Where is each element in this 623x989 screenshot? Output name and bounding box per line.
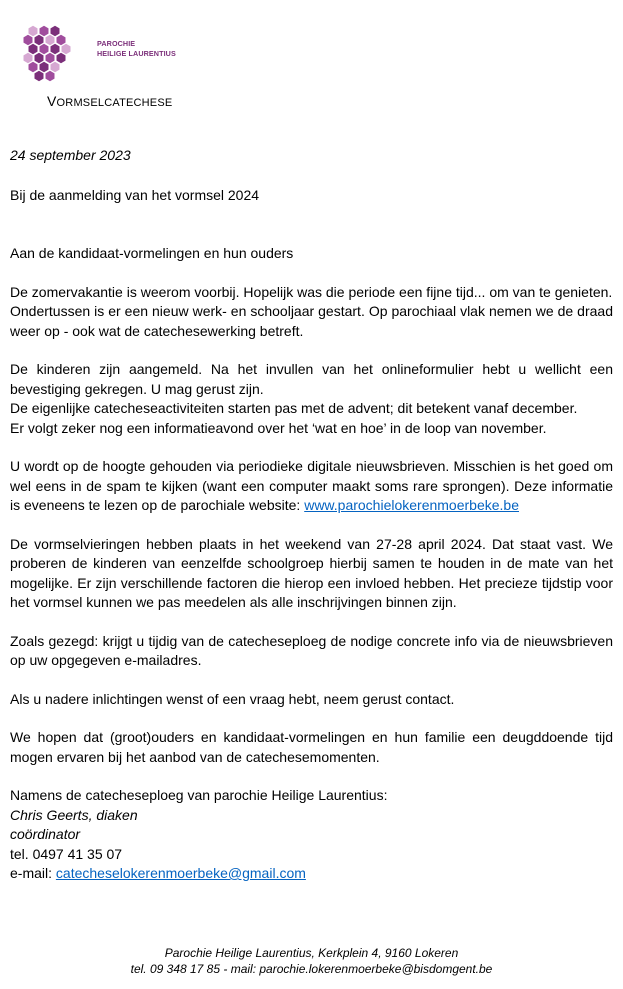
letter-body: [10, 146, 613, 884]
letter-subject: Bij de aanmelding van het vormsel 2024: [10, 186, 260, 203]
logo-hexagon: [40, 44, 49, 54]
signature-name: Chris Geerts, diaken: [10, 806, 138, 823]
subtitle-rest: ORMSELCATECHESE: [56, 97, 173, 109]
logo-hexagon: [51, 26, 60, 36]
logo-hexagon: [35, 71, 44, 81]
logo-hexagon: [40, 26, 49, 36]
email-link[interactable]: catecheselokerenmoerbeke@gmail.com: [55, 865, 306, 881]
logo-hexagon: [29, 62, 38, 72]
letter-date: 24 september 2023: [10, 147, 131, 163]
signature-phone: tel. 0497 41 35 07: [10, 845, 123, 862]
paragraph-3-text: U wordt op de hoogte gehouden via periodieke digitale nieuwsbrieven. Misschien is het goed om wel eens in de spam te kijken (want een computer maakt soms rare sprongen). Deze informatie is eveneens te lezen op de parochiale website:: [10, 458, 613, 513]
paragraph-2c: Er volgt zeker nog een informatieavond over het ‘wat en hoe’ in de loop van november.: [10, 419, 547, 436]
logo-hexagon: [35, 35, 44, 45]
page-footer: [0, 945, 623, 977]
paragraph-1: [10, 283, 613, 342]
parish-name: [97, 39, 176, 59]
parish-name-line1: PAROCHIE: [97, 39, 136, 48]
signature-intro: Namens de catecheseploeg van parochie Heilige Laurentius:: [10, 787, 388, 803]
paragraph-7: We hopen dat (groot)ouders en kandidaat-vormelingen en hun familie een deugddoende tijd mogen ervaren bij het aanbod van de catechesemomenten.: [10, 729, 613, 765]
logo-hexagon: [46, 35, 55, 45]
paragraph-1b: Ondertussen is er een nieuw werk- en schooljaar gestart. Op parochiaal vlak nemen we de draad weer op - ook wat de catechesewerking betreft.: [10, 303, 613, 339]
paragraph-6: Als u nadere inlichtingen wenst of een vraag hebt, neem gerust contact.: [10, 690, 455, 707]
logo-hexagon: [51, 44, 60, 54]
website-link[interactable]: www.parochielokerenmoerbeke.be: [304, 497, 519, 513]
footer-address: Parochie Heilige Laurentius, Kerkplein 4, 9160 Lokeren: [164, 946, 459, 960]
document-subtitle: [47, 92, 172, 114]
email-label: e-mail:: [10, 865, 56, 881]
paragraph-3: [10, 457, 613, 516]
logo-hexagon: [46, 71, 55, 81]
logo-hexagon: [29, 26, 38, 36]
paragraph-2b: De eigenlijke catecheseactiviteiten starten pas met de advent; dit betekent vanaf december.: [10, 400, 578, 416]
logo-hexagon: [57, 35, 66, 45]
paragraph-1a: De zomervakantie is weerom voorbij. Hopelijk was die periode een fijne tijd... om van te genieten.: [10, 283, 613, 300]
subtitle-initial: V: [47, 93, 57, 109]
logo-hexagon: [46, 53, 55, 63]
logo-hexagon: [24, 53, 33, 63]
letter-salutation: Aan de kandidaat-vormelingen en hun ouders: [10, 245, 294, 261]
paragraph-2a: De kinderen zijn aangemeld. Na het invullen van het onlineformulier hebt u wellicht een bevestiging gekregen. U mag gerust zijn.: [10, 361, 613, 397]
logo-hexagon: [29, 44, 38, 54]
logo-hexagon: [51, 62, 60, 72]
logo-hexagon: [62, 44, 71, 54]
parish-name-line2: HEILIGE LAURENTIUS: [97, 49, 176, 58]
logo-hexagon: [40, 62, 49, 72]
footer-contact: tel. 09 348 17 85 - mail: parochie.lokerenmoerbeke@bisdomgent.be: [130, 962, 493, 976]
signature-email-line: [10, 864, 613, 884]
logo-hexagon: [24, 35, 33, 45]
logo-hexagon: [35, 53, 44, 63]
paragraph-2: [10, 360, 613, 438]
paragraph-4: De vormselvieringen hebben plaats in het weekend van 27-28 april 2024. Dat staat vast. We proberen de kinderen van eenzelfde schoolgroep hierbij samen te houden in de mate van het mogelijke. Er zijn verschillende factoren die hierop een invloed hebben. Het precieze tijdstip voor het vormsel kunnen we pas meedelen als alle inschrijvingen binnen zijn.: [10, 535, 613, 610]
signature-role: coördinator: [10, 826, 81, 842]
paragraph-5: Zoals gezegd: krijgt u tijdig van de catecheseploeg de nodige concrete info via de nieuwsbrieven op uw opgegeven e-mailadres.: [10, 632, 613, 668]
parish-logo: [20, 25, 76, 83]
logo-hexagon: [57, 53, 66, 63]
signature-block: [10, 786, 613, 884]
